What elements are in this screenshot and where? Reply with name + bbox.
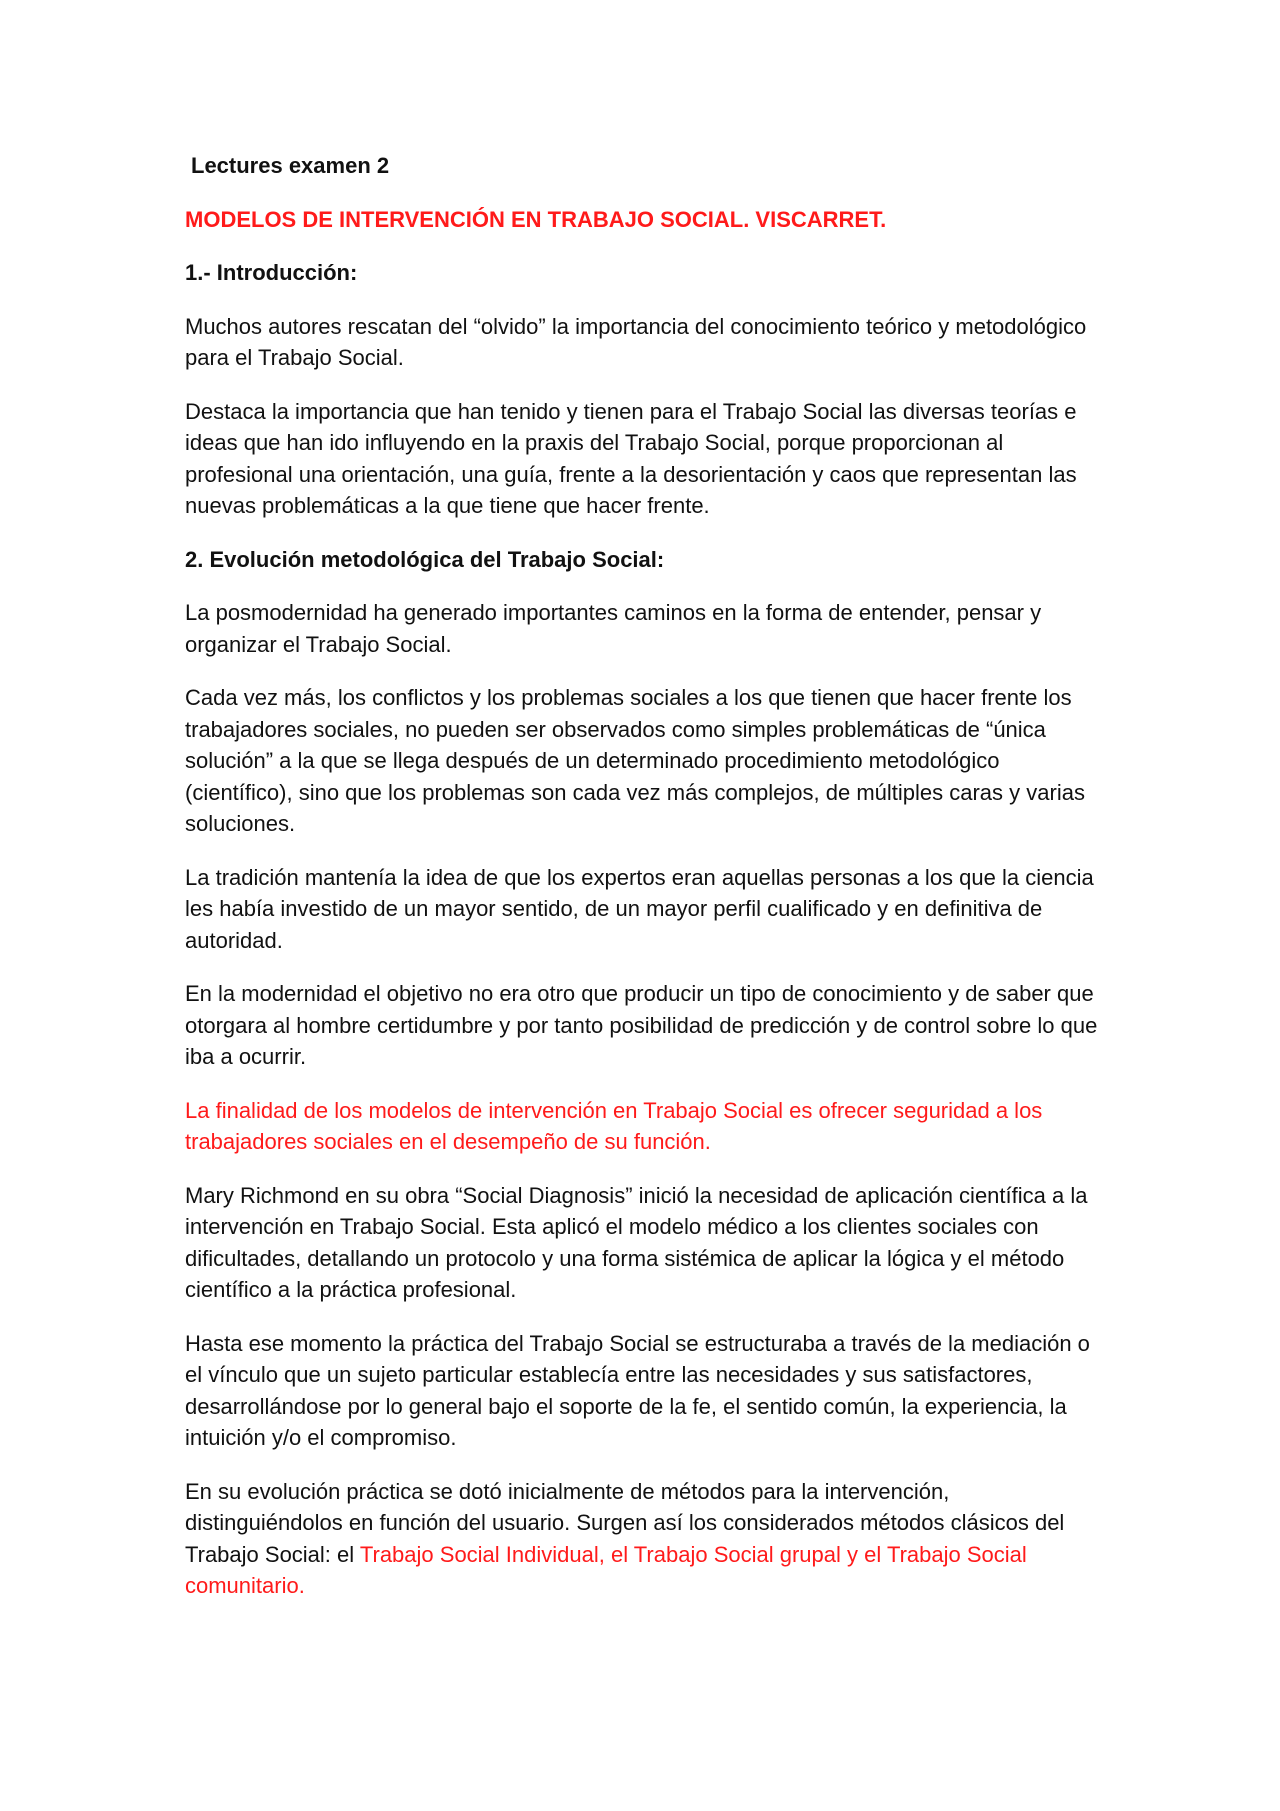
final-paragraph-text: En su evolución práctica se dotó inicialmente de métodos para la intervención, distinguiéndolos en función del usuario. Surgen así los considerados métodos clásicos del Trabajo Social: el <box>185 1478 1065 1567</box>
paragraph: La posmodernidad ha generado importantes caminos en la forma de entender, pensar y organizar el Trabajo Social. <box>185 600 1042 657</box>
paragraph: La tradición mantenía la idea de que los expertos eran aquellas personas a los que la ciencia les había investido de un mayor sentido, de un mayor perfil cualificado y en definitiva de autoridad. <box>185 864 1094 953</box>
paragraph: En la modernidad el objetivo no era otro que producir un tipo de conocimiento y de saber que otorgara al hombre certidumbre y por tanto posibilidad de predicción y de control sobre lo que iba a ocurrir. <box>185 981 1098 1069</box>
highlighted-paragraph: La finalidad de los modelos de intervención en Trabajo Social es ofrecer seguridad a los trabajadores sociales en el desempeño de su función. <box>185 1097 1043 1154</box>
paragraph: Destaca la importancia que han tenido y tienen para el Trabajo Social las diversas teorías e ideas que han ido influyendo en la praxis del Trabajo Social, porque proporcionan al profesional una orientación, una guía, frente a la desorientación y caos que representan las nuevas problemáticas a la que tiene que hacer frente. <box>185 398 1077 518</box>
document-title: Lectures examen 2 <box>191 153 390 178</box>
section-2-heading: 2. Evolución metodológica del Trabajo Social: <box>185 546 665 572</box>
final-paragraph-highlight: Trabajo Social Individual, el Trabajo Social grupal y el Trabajo Social comunitario. <box>185 1541 1027 1598</box>
main-heading: MODELOS DE INTERVENCIÓN EN TRABAJO SOCIAL. VISCARRET. <box>185 206 887 232</box>
paragraph: Mary Richmond en su obra “Social Diagnosis” inició la necesidad de aplicación científica a la intervención en Trabajo Social. Esta aplicó el modelo médico a los clientes sociales con dificultades, detallando un protocolo y una forma sistémica de aplicar la lógica y el método científico a la práctica profesional. <box>185 1182 1088 1302</box>
paragraph: Muchos autores rescatan del “olvido” la importancia del conocimiento teórico y metodológico para el Trabajo Social. <box>185 313 1087 370</box>
paragraph: Hasta ese momento la práctica del Trabajo Social se estructuraba a través de la mediación o el vínculo que un sujeto particular establecía entre las necesidades y sus satisfactores, desarrollándose por lo general bajo el soporte de la fe, el sentido común, la experiencia, la intuición y/o el compromiso. <box>185 1330 1090 1450</box>
section-1-heading: 1.- Introducción: <box>185 260 358 285</box>
final-paragraph <box>185 1476 1105 1602</box>
paragraph: Cada vez más, los conflictos y los problemas sociales a los que tienen que hacer frente los trabajadores sociales, no pueden ser observados como simples problemáticas de “única solución” a la que se llega después de un determinado procedimiento metodológico (científico), sino que los problemas son cada vez más complejos, de múltiples caras y varias soluciones. <box>185 685 1085 836</box>
document-page <box>185 150 1105 1624</box>
